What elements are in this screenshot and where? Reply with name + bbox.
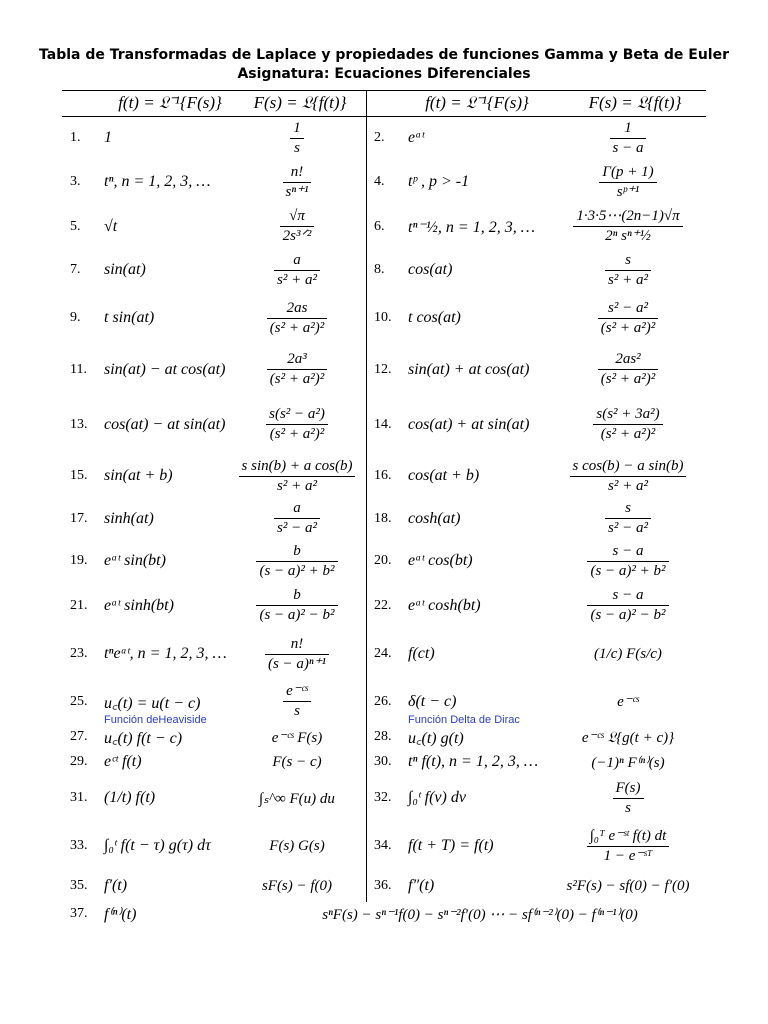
fraction-denominator: (s − a)² − b² bbox=[590, 607, 666, 623]
table-row bbox=[0, 251, 768, 289]
time-function: sin(at) − at cos(at) bbox=[104, 360, 226, 378]
transform bbox=[548, 455, 708, 497]
entry-number: 33. bbox=[70, 838, 88, 853]
transform-expression: (1/c) F(s/c) bbox=[594, 645, 662, 662]
transform bbox=[232, 455, 362, 497]
fraction-numerator: Γ(p + 1) bbox=[602, 163, 654, 180]
fraction-numerator: 1·3·5⋯(2n−1)√π bbox=[576, 208, 680, 224]
fraction-numerator: s bbox=[625, 500, 631, 516]
time-function: eᵃᵗ cos(bt) bbox=[408, 552, 473, 569]
transform bbox=[548, 162, 708, 202]
fraction-numerator: s sin(b) + a cos(b) bbox=[241, 457, 353, 474]
fraction-denominator: s² − a² bbox=[277, 520, 317, 536]
fraction-denominator: s − a bbox=[612, 139, 644, 156]
time-function: tᵖ , p > -1 bbox=[408, 173, 470, 190]
entry-number: 6. bbox=[374, 218, 385, 234]
entry-number: 12. bbox=[374, 361, 392, 377]
entry-number: 20. bbox=[374, 553, 392, 568]
time-function: (1/t) f(t) bbox=[104, 789, 156, 806]
fraction-denominator: s² + a² bbox=[608, 477, 648, 494]
transform bbox=[548, 776, 708, 820]
time-function: f(ct) bbox=[408, 645, 435, 662]
table-row bbox=[0, 822, 768, 870]
header-forward-right: F(s) = 𝔏{f(t)} bbox=[588, 93, 682, 112]
transform bbox=[232, 293, 362, 343]
entry-number: 25. bbox=[70, 693, 88, 709]
transform bbox=[232, 726, 362, 748]
transform: sⁿF(s) − sⁿ⁻¹f(0) − sⁿ⁻²f′(0) ⋯ − sf⁽ⁿ⁻²⁾(0) − f⁽ⁿ⁻¹⁾(0) bbox=[322, 906, 638, 923]
fraction-denominator: (s² + a²)² bbox=[269, 426, 325, 442]
fraction-numerator: n! bbox=[290, 163, 304, 180]
fraction-numerator: s bbox=[625, 251, 631, 268]
fraction-numerator: s − a bbox=[612, 542, 644, 559]
entry-number: 4. bbox=[374, 174, 385, 189]
fraction-denominator: (s − a)² − b² bbox=[259, 607, 335, 623]
time-function: ∫₀ᵗ f(t − τ) g(τ) dτ bbox=[104, 837, 211, 854]
transform bbox=[548, 630, 708, 678]
fraction-numerator: b bbox=[293, 542, 301, 559]
entry-number: 34. bbox=[374, 838, 392, 853]
fraction-numerator: b bbox=[293, 587, 301, 603]
fraction-numerator: a bbox=[293, 251, 301, 268]
fraction bbox=[283, 682, 311, 721]
time-function: √t bbox=[104, 217, 118, 235]
entry-number: 31. bbox=[70, 790, 88, 805]
entry-number: 15. bbox=[70, 468, 88, 483]
fraction bbox=[587, 827, 670, 866]
entry-number: 26. bbox=[374, 693, 392, 709]
fraction-denominator: s² + a² bbox=[277, 271, 317, 288]
fraction-numerator: √π bbox=[289, 208, 305, 224]
time-function: sin(at) bbox=[104, 261, 146, 278]
transform-expression: sF(s) − f(0) bbox=[261, 877, 333, 894]
entry-number: 3. bbox=[70, 174, 81, 189]
time-function: cos(at + b) bbox=[408, 467, 480, 484]
time-function: tⁿ⁻½, n = 1, 2, 3, … bbox=[408, 218, 535, 236]
fraction-numerator: 1 bbox=[293, 119, 301, 136]
entry-number: 29. bbox=[70, 754, 88, 769]
time-function: f″(t) bbox=[408, 877, 435, 894]
entry-number: 30. bbox=[374, 754, 392, 769]
fraction bbox=[265, 635, 329, 674]
table-row bbox=[0, 117, 768, 159]
transform bbox=[232, 540, 362, 582]
transform bbox=[232, 346, 362, 393]
fraction bbox=[267, 350, 327, 389]
fraction bbox=[613, 779, 644, 818]
fraction bbox=[267, 299, 327, 338]
entry-number: 7. bbox=[70, 262, 81, 277]
fraction-denominator: (s − a)² + b² bbox=[259, 562, 335, 579]
table-row bbox=[0, 726, 768, 748]
fraction-numerator: F(s) bbox=[615, 779, 641, 796]
transform bbox=[548, 293, 708, 343]
fraction-numerator: 2as² bbox=[615, 351, 641, 367]
transform bbox=[232, 750, 362, 774]
entry-number: 21. bbox=[70, 597, 88, 613]
time-function: eᵃᵗ sin(bt) bbox=[104, 552, 166, 569]
fraction-denominator: (s² + a²)² bbox=[600, 426, 656, 442]
transform-expression: F(s) G(s) bbox=[269, 837, 325, 854]
fraction bbox=[587, 542, 668, 581]
entry-number: 13. bbox=[70, 416, 88, 432]
entry-number: 10. bbox=[374, 310, 392, 325]
time-function: u꜀(t) f(t − c) bbox=[104, 730, 183, 747]
transform-expression: F(s − c) bbox=[272, 753, 322, 770]
time-function: u꜀(t) g(t) bbox=[408, 730, 464, 747]
fraction bbox=[256, 586, 337, 625]
fraction-denominator: sⁿ⁺¹ bbox=[285, 183, 309, 200]
fraction-denominator: (s² + a²)² bbox=[600, 319, 656, 336]
transform bbox=[548, 251, 708, 289]
transform bbox=[232, 205, 362, 248]
fraction bbox=[570, 457, 687, 496]
time-function: cosh(at) bbox=[408, 509, 461, 527]
transform bbox=[548, 583, 708, 628]
table-row bbox=[0, 455, 768, 497]
fraction bbox=[290, 119, 304, 158]
entry-number: 22. bbox=[374, 597, 392, 613]
table-row bbox=[0, 750, 768, 774]
fraction-numerator: s(s² + 3a²) bbox=[596, 406, 660, 422]
fraction bbox=[266, 405, 328, 444]
entry-number: 27. bbox=[70, 729, 88, 744]
fraction bbox=[593, 405, 662, 444]
function-note: Función deHeaviside bbox=[104, 714, 207, 726]
transform bbox=[232, 680, 362, 723]
entry-number: 24. bbox=[374, 646, 392, 661]
time-function: tⁿ, n = 1, 2, 3, … bbox=[104, 173, 211, 190]
fraction bbox=[587, 586, 668, 625]
transform bbox=[232, 872, 362, 900]
fraction-numerator: s cos(b) − a sin(b) bbox=[572, 457, 684, 474]
table-row bbox=[0, 540, 768, 582]
entry-number: 2. bbox=[374, 130, 385, 145]
fraction-denominator: (s − a)ⁿ⁺¹ bbox=[267, 655, 327, 672]
time-function: tⁿ f(t), n = 1, 2, 3, … bbox=[408, 753, 539, 770]
fraction bbox=[274, 251, 320, 290]
transform bbox=[232, 822, 362, 870]
entry-number: 18. bbox=[374, 510, 392, 526]
fraction-denominator: (s − a)² + b² bbox=[590, 562, 666, 579]
transform bbox=[548, 346, 708, 393]
transform-expression: e⁻ᶜˢ bbox=[617, 694, 639, 710]
table-row bbox=[0, 293, 768, 343]
fraction-numerator: s² − a² bbox=[608, 299, 648, 316]
transform bbox=[232, 396, 362, 453]
function-note: Función Delta de Dirac bbox=[408, 714, 520, 726]
table-row-last bbox=[0, 902, 768, 926]
fraction-denominator: sᵖ⁺¹ bbox=[616, 183, 640, 200]
transform bbox=[232, 500, 362, 537]
table-row bbox=[0, 346, 768, 393]
fraction bbox=[599, 163, 656, 202]
transform bbox=[548, 500, 708, 537]
fraction-numerator: a bbox=[293, 500, 301, 516]
time-function: u꜀(t) = u(t − c) bbox=[104, 694, 201, 712]
fraction-numerator: 1 bbox=[624, 119, 632, 136]
fraction-denominator: (s² + a²)² bbox=[600, 371, 656, 387]
transform bbox=[232, 251, 362, 289]
time-function: sin(at) + at cos(at) bbox=[408, 360, 530, 378]
transform bbox=[548, 872, 708, 900]
time-function: sin(at + b) bbox=[104, 467, 173, 484]
time-function: cos(at) bbox=[408, 261, 453, 278]
fraction-denominator: s bbox=[625, 799, 631, 816]
table-row bbox=[0, 630, 768, 678]
fraction bbox=[280, 207, 315, 246]
entry-number: 5. bbox=[70, 218, 81, 234]
fraction bbox=[274, 499, 320, 538]
entry-number: 23. bbox=[70, 646, 88, 661]
time-function: eᵃᵗ cosh(bt) bbox=[408, 596, 481, 614]
table-row bbox=[0, 500, 768, 537]
fraction bbox=[610, 119, 647, 158]
table-row bbox=[0, 396, 768, 453]
entry-number: 19. bbox=[70, 553, 88, 568]
header-inverse-right: f(t) = 𝔏⁻¹{F(s)} bbox=[425, 93, 529, 112]
time-function: ∫₀ᵗ f(v) dv bbox=[408, 789, 466, 806]
time-function: δ(t − c) bbox=[408, 692, 457, 710]
time-function: tⁿeᵃᵗ, n = 1, 2, 3, … bbox=[104, 645, 227, 662]
entry-number: 28. bbox=[374, 729, 392, 744]
transform bbox=[232, 162, 362, 202]
transform bbox=[548, 726, 708, 748]
transform bbox=[548, 822, 708, 870]
fraction bbox=[605, 251, 651, 290]
fraction-numerator: 2a³ bbox=[287, 351, 307, 367]
fraction-denominator: s² + a² bbox=[608, 271, 648, 288]
entry-number: 35. bbox=[70, 878, 88, 893]
entry-number: 36. bbox=[374, 878, 392, 893]
transform-expression: ∫ₛ^∞ F(u) du bbox=[259, 790, 335, 807]
fraction-denominator: s² − a² bbox=[608, 520, 648, 536]
table-row bbox=[0, 583, 768, 628]
transform-expression: (−1)ⁿ F⁽ⁿ⁾(s) bbox=[591, 754, 665, 771]
table-row bbox=[0, 872, 768, 900]
time-function: eᵃᵗ sinh(bt) bbox=[104, 596, 174, 614]
table-row bbox=[0, 205, 768, 248]
fraction bbox=[256, 542, 337, 581]
transform bbox=[548, 205, 708, 248]
time-function: eᵃᵗ bbox=[408, 129, 425, 146]
fraction-denominator: s² + a² bbox=[277, 477, 317, 494]
entry-number: 14. bbox=[374, 416, 392, 432]
fraction bbox=[605, 499, 651, 538]
fraction-denominator: 1 − e⁻ˢᵀ bbox=[603, 847, 653, 864]
fraction-denominator: 2s³ᐟ² bbox=[282, 228, 312, 244]
fraction bbox=[239, 457, 356, 496]
entry-number: 8. bbox=[374, 262, 385, 277]
fraction bbox=[598, 299, 658, 338]
fraction-numerator: n! bbox=[290, 635, 304, 652]
transform bbox=[232, 776, 362, 820]
transform bbox=[548, 117, 708, 159]
time-function: t sin(at) bbox=[104, 309, 155, 326]
fraction-denominator: (s² + a²)² bbox=[269, 319, 325, 336]
fraction-denominator: s bbox=[294, 139, 300, 156]
entry-number: 16. bbox=[374, 468, 392, 483]
entry-number: 9. bbox=[70, 310, 81, 325]
entry-number: 32. bbox=[374, 790, 392, 805]
transform bbox=[548, 540, 708, 582]
fraction-numerator: s − a bbox=[612, 587, 644, 603]
time-function: eᶜᵗ f(t) bbox=[104, 753, 142, 770]
fraction-denominator: s bbox=[294, 703, 300, 719]
transform bbox=[232, 117, 362, 159]
fraction-numerator: ∫₀ᵀ e⁻ˢᵗ f(t) dt bbox=[589, 827, 667, 844]
transform bbox=[548, 750, 708, 774]
time-function: cos(at) − at sin(at) bbox=[104, 415, 226, 433]
time-function: sinh(at) bbox=[104, 509, 154, 527]
transform-expression: e⁻ᶜˢ 𝔏{g(t + c)} bbox=[581, 729, 675, 746]
time-function: f′(t) bbox=[104, 877, 128, 894]
title-line-2: Asignatura: Ecuaciones Diferenciales bbox=[237, 66, 531, 82]
table-row bbox=[0, 776, 768, 820]
fraction-numerator: s(s² − a²) bbox=[269, 406, 325, 422]
fraction-denominator: (s² + a²)² bbox=[269, 371, 325, 387]
fraction bbox=[573, 207, 682, 246]
entry-number: 1. bbox=[70, 130, 81, 145]
fraction bbox=[283, 163, 312, 202]
time-function: f⁽ⁿ⁾(t) bbox=[104, 906, 137, 923]
time-function: cos(at) + at sin(at) bbox=[408, 415, 530, 433]
transform bbox=[232, 583, 362, 628]
time-function: f(t + T) = f(t) bbox=[408, 837, 494, 854]
entry-number: 17. bbox=[70, 510, 88, 526]
transform-expression: s²F(s) − sf(0) − f′(0) bbox=[566, 877, 690, 894]
entry-number: 11. bbox=[70, 361, 87, 377]
header-inverse-left: f(t) = 𝔏⁻¹{F(s)} bbox=[118, 93, 222, 112]
time-function: t cos(at) bbox=[408, 309, 461, 326]
transform bbox=[232, 630, 362, 678]
table-row bbox=[0, 162, 768, 202]
fraction-numerator: 2as bbox=[286, 299, 308, 316]
time-function: 1 bbox=[104, 129, 112, 146]
title-line-1: Tabla de Transformadas de Laplace y propiedades de funciones Gamma y Beta de Euler bbox=[39, 47, 729, 63]
fraction-numerator: e⁻ᶜˢ bbox=[286, 683, 308, 699]
header-forward-left: F(s) = 𝔏{f(t)} bbox=[253, 93, 347, 112]
fraction-denominator: 2ⁿ sⁿ⁺½ bbox=[605, 228, 651, 244]
fraction bbox=[598, 350, 658, 389]
transform bbox=[548, 680, 708, 723]
entry-number: 37. bbox=[70, 906, 88, 921]
table-row bbox=[0, 680, 768, 726]
transform bbox=[548, 396, 708, 453]
transform-expression: e⁻ᶜˢ F(s) bbox=[271, 729, 323, 746]
